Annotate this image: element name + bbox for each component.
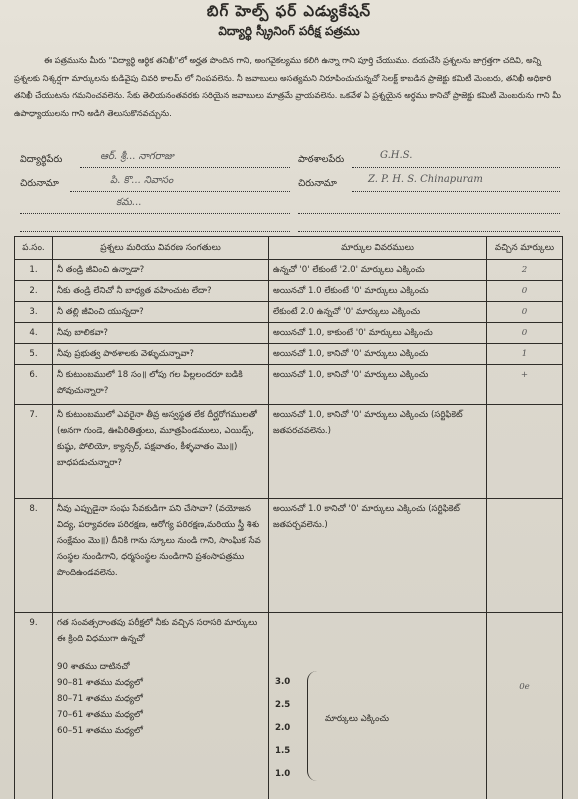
student-name-line: [80, 167, 290, 168]
screening-table: [14, 236, 563, 799]
table-row: [15, 323, 563, 344]
student-name-value: ఆర్. శ్రీ... నాగరాజు: [100, 151, 174, 162]
row9-note: మార్కులు ఎక్కించు: [325, 714, 390, 724]
row9-values: [275, 671, 290, 786]
row-question: నీవు ఎప్పుడైనా సంఘ సేవకుడిగా పని చేసావా? (వయోజన విద్య, పర్యావరణ పరిరక్షణ, ఆరోగ్య పరిరక్షణ,మరియు స్త్రీ శిశు సంక్షేమం మొ॥) దీనికి గాను స్కూలు నుండి గాని, సాంఘిక సేవ సంస్థల నుండిగాని, ధర్మసంస్థల నుండిగాని ప్రశంసాపత్రము పొందిఉండవలెను.: [53, 499, 269, 613]
address-value: పి. కొ... నివాసం: [110, 175, 174, 186]
extra-line-left: [20, 213, 290, 214]
row-sno: 5.: [15, 344, 53, 365]
row-obtained[interactable]: +: [487, 365, 563, 405]
field-row-4: [20, 216, 560, 236]
table-row: [15, 365, 563, 405]
row-sno: 4.: [15, 323, 53, 344]
grade-value: 2.5: [275, 700, 291, 710]
row9-question-text: గత సంవత్సరాంతపు పరీక్షలో నీకు వచ్చిన సరాసరి మార్కులు ఈ క్రింది విధముగా ఉన్నచో: [57, 618, 258, 644]
row-question: నీవు ప్రభుత్వ పాఠశాలకు వెళ్ళుచున్నావా?: [53, 344, 269, 365]
address2-value: Z. P. H. S. Chinapuram: [368, 174, 483, 185]
row-question: నీవు బాలికవా?: [53, 323, 269, 344]
row-marks-info: అయినచో 1.0, కానిచో '0' మార్కులు ఎక్కించు: [269, 344, 487, 365]
row9-obtained-value: 0e: [519, 682, 530, 692]
grade-line: 80–71 శాతము మధ్యలో: [57, 694, 143, 704]
grade-value: 1.0: [275, 769, 291, 779]
grade-line: 90 శాతము దాటినచో: [57, 662, 130, 672]
grade-value: 3.0: [275, 677, 291, 687]
table-row: [15, 344, 563, 365]
row-marks-info: అయినచో 1.0, కానిచో '0' మార్కులు ఎక్కించు: [269, 365, 487, 405]
header-sno: ప.సం.: [15, 237, 53, 260]
row-obtained[interactable]: [487, 613, 563, 799]
extra-line-right: [298, 213, 560, 214]
row-obtained[interactable]: 0: [487, 323, 563, 344]
grade-value: 1.5: [275, 746, 291, 756]
row-sno: 8.: [15, 499, 53, 613]
row9-bracket: [273, 671, 482, 787]
form-subtitle: విద్యార్థి స్క్రీనింగ్ పరీక్ష పత్రము: [218, 24, 360, 38]
school-name-line: [352, 167, 560, 168]
table-row: [15, 499, 563, 613]
row9-marks-info: [269, 613, 487, 799]
row-question: నీ కుటుంబములో ఎవరైనా తీవ్ర అస్వస్థత లేక దీర్ఘరోగములతో (అనగా గుండె, ఊపిరితిత్తులు, మూత్రపిండములు, ఎయిడ్స్, కుష్ఠు, పోలియో, క్యాన్సర్, పక్షవాతం, కీళ్ళవాతం మొ॥) బాధపడుచున్నారా?: [53, 405, 269, 499]
row-marks-info: లేకుంటే 2.0 ఉన్నచో '0' మార్కులు ఎక్కించు: [269, 302, 487, 323]
row-sno: 7.: [15, 405, 53, 499]
row-obtained[interactable]: [487, 405, 563, 499]
school-name-value: G.H.S.: [380, 150, 413, 161]
row-obtained[interactable]: [487, 499, 563, 613]
header-marks-info: మార్కుల వివరములు: [269, 237, 487, 260]
header-question: ప్రశ్నలు మరియు వివరణ సంగతులు: [53, 237, 269, 260]
row-obtained[interactable]: 0: [487, 302, 563, 323]
row-question-9: [53, 613, 269, 799]
row-question: నీకు తండ్రి లేనిచో నీ బాధ్యత వహించుట లేదా?: [53, 281, 269, 302]
field-row-2: [20, 176, 560, 196]
row-sno: 2.: [15, 281, 53, 302]
extra-line-left-2: [20, 231, 290, 232]
field-row-3: [20, 198, 560, 218]
grade-value: 2.0: [275, 723, 291, 733]
row-question: నీ తండ్రి జీవించి ఉన్నాడా?: [53, 260, 269, 281]
row-marks-info: అయినచో 1.0, కాకుంటే '0' మార్కులు ఎక్కించు: [269, 323, 487, 344]
row-obtained[interactable]: 0: [487, 281, 563, 302]
table-header-row: [15, 237, 563, 260]
extra-value: కమ...: [116, 197, 142, 208]
table-row: [15, 260, 563, 281]
row-sno: 9.: [15, 613, 53, 799]
form-title: బిగ్ హెల్ప్ ఫర్ ఎడ్యుకేషన్: [206, 2, 372, 20]
table-row: [15, 613, 563, 799]
table-row: [15, 281, 563, 302]
student-name-label: విద్యార్థిపేరు: [20, 154, 63, 165]
address-label: చిరునామా: [20, 178, 59, 189]
row-sno: 1.: [15, 260, 53, 281]
field-row-1: [20, 152, 560, 172]
grade-line: 70–61 శాతము మధ్యలో: [57, 710, 143, 720]
header-obtained: వచ్చిన మార్కులు: [487, 237, 563, 260]
row-sno: 3.: [15, 302, 53, 323]
school-name-label: పాఠశాలపేరు: [298, 154, 345, 165]
table-row: [15, 405, 563, 499]
row-marks-info: అయినచో 1.0 లేకుంటే '0' మార్కులు ఎక్కించు: [269, 281, 487, 302]
row-marks-info: అయినచో 1.0 కానిచో '0' మార్కులు ఎక్కించు (సర్టిఫికెట్ జతపర్చవలెను.): [269, 499, 487, 613]
row-marks-info: అయినచో 1.0, కానిచో '0' మార్కులు ఎక్కించు (సర్టిఫికెట్ జతపరచవలెను.): [269, 405, 487, 499]
table-row: [15, 302, 563, 323]
grade-line: 90–81 శాతము మధ్యలో: [57, 678, 143, 688]
extra-line-right-2: [298, 231, 560, 232]
address2-line: [352, 191, 560, 192]
intro-paragraph: ఈ పత్రమును మీరు "విద్యార్థి ఆర్థిక తనిఖీ"లో అర్హత పొందిన గాని, అంగవైకల్యము కలిగి ఉన్నా గాని పూర్తి చేయుము. దయచేసి ప్రశ్నలను జాగ్రత్తగా చదివి, అన్ని ప్రశ్నలకు నిశ్కర్షగా మార్కులను కుడివైపు చివరి కాలమ్ లో నింపవలెను. నీ జవాబులు అసత్యమని నిరూపించుచున్నచో సెలక్ట్ కాబడిన ప్రాజెక్టు కమిటీ మెంబరు, తనిఖీ అధికారి తనిఖీ చేయుటను గమనించవలెను. సేకు తెలియనంతవరకు సరియైన జవాబులు మాత్రమే వ్రాయవలెను. ఒకవేళ ఏ ప్రశ్నయైన అర్థము కానిచో ప్రాజెక్టు కమిటీ మెంబరును గాని మీ ఉపాధ్యాయులను గాని అడిగి తెలుసుకొనవచ్చును.: [14, 55, 561, 118]
row-obtained[interactable]: 1: [487, 344, 563, 365]
row-question: నీ కుటుంబములో 18 సం॥ లోపు గల పిల్లలందరూ బడికి పోవుచున్నారా?: [53, 365, 269, 405]
row-obtained[interactable]: 2: [487, 260, 563, 281]
address2-label: చిరునామా: [298, 178, 337, 189]
grade-line: 60–51 శాతము మధ్యలో: [57, 726, 143, 736]
row-question: నీ తల్లి జీవించి యున్నదా?: [53, 302, 269, 323]
row-sno: 6.: [15, 365, 53, 405]
brace-icon: [307, 671, 318, 781]
row-marks-info: ఉన్నచో '0' లేకుంటే '2.0' మార్కులు ఎక్కించు: [269, 260, 487, 281]
address-line: [70, 191, 290, 192]
